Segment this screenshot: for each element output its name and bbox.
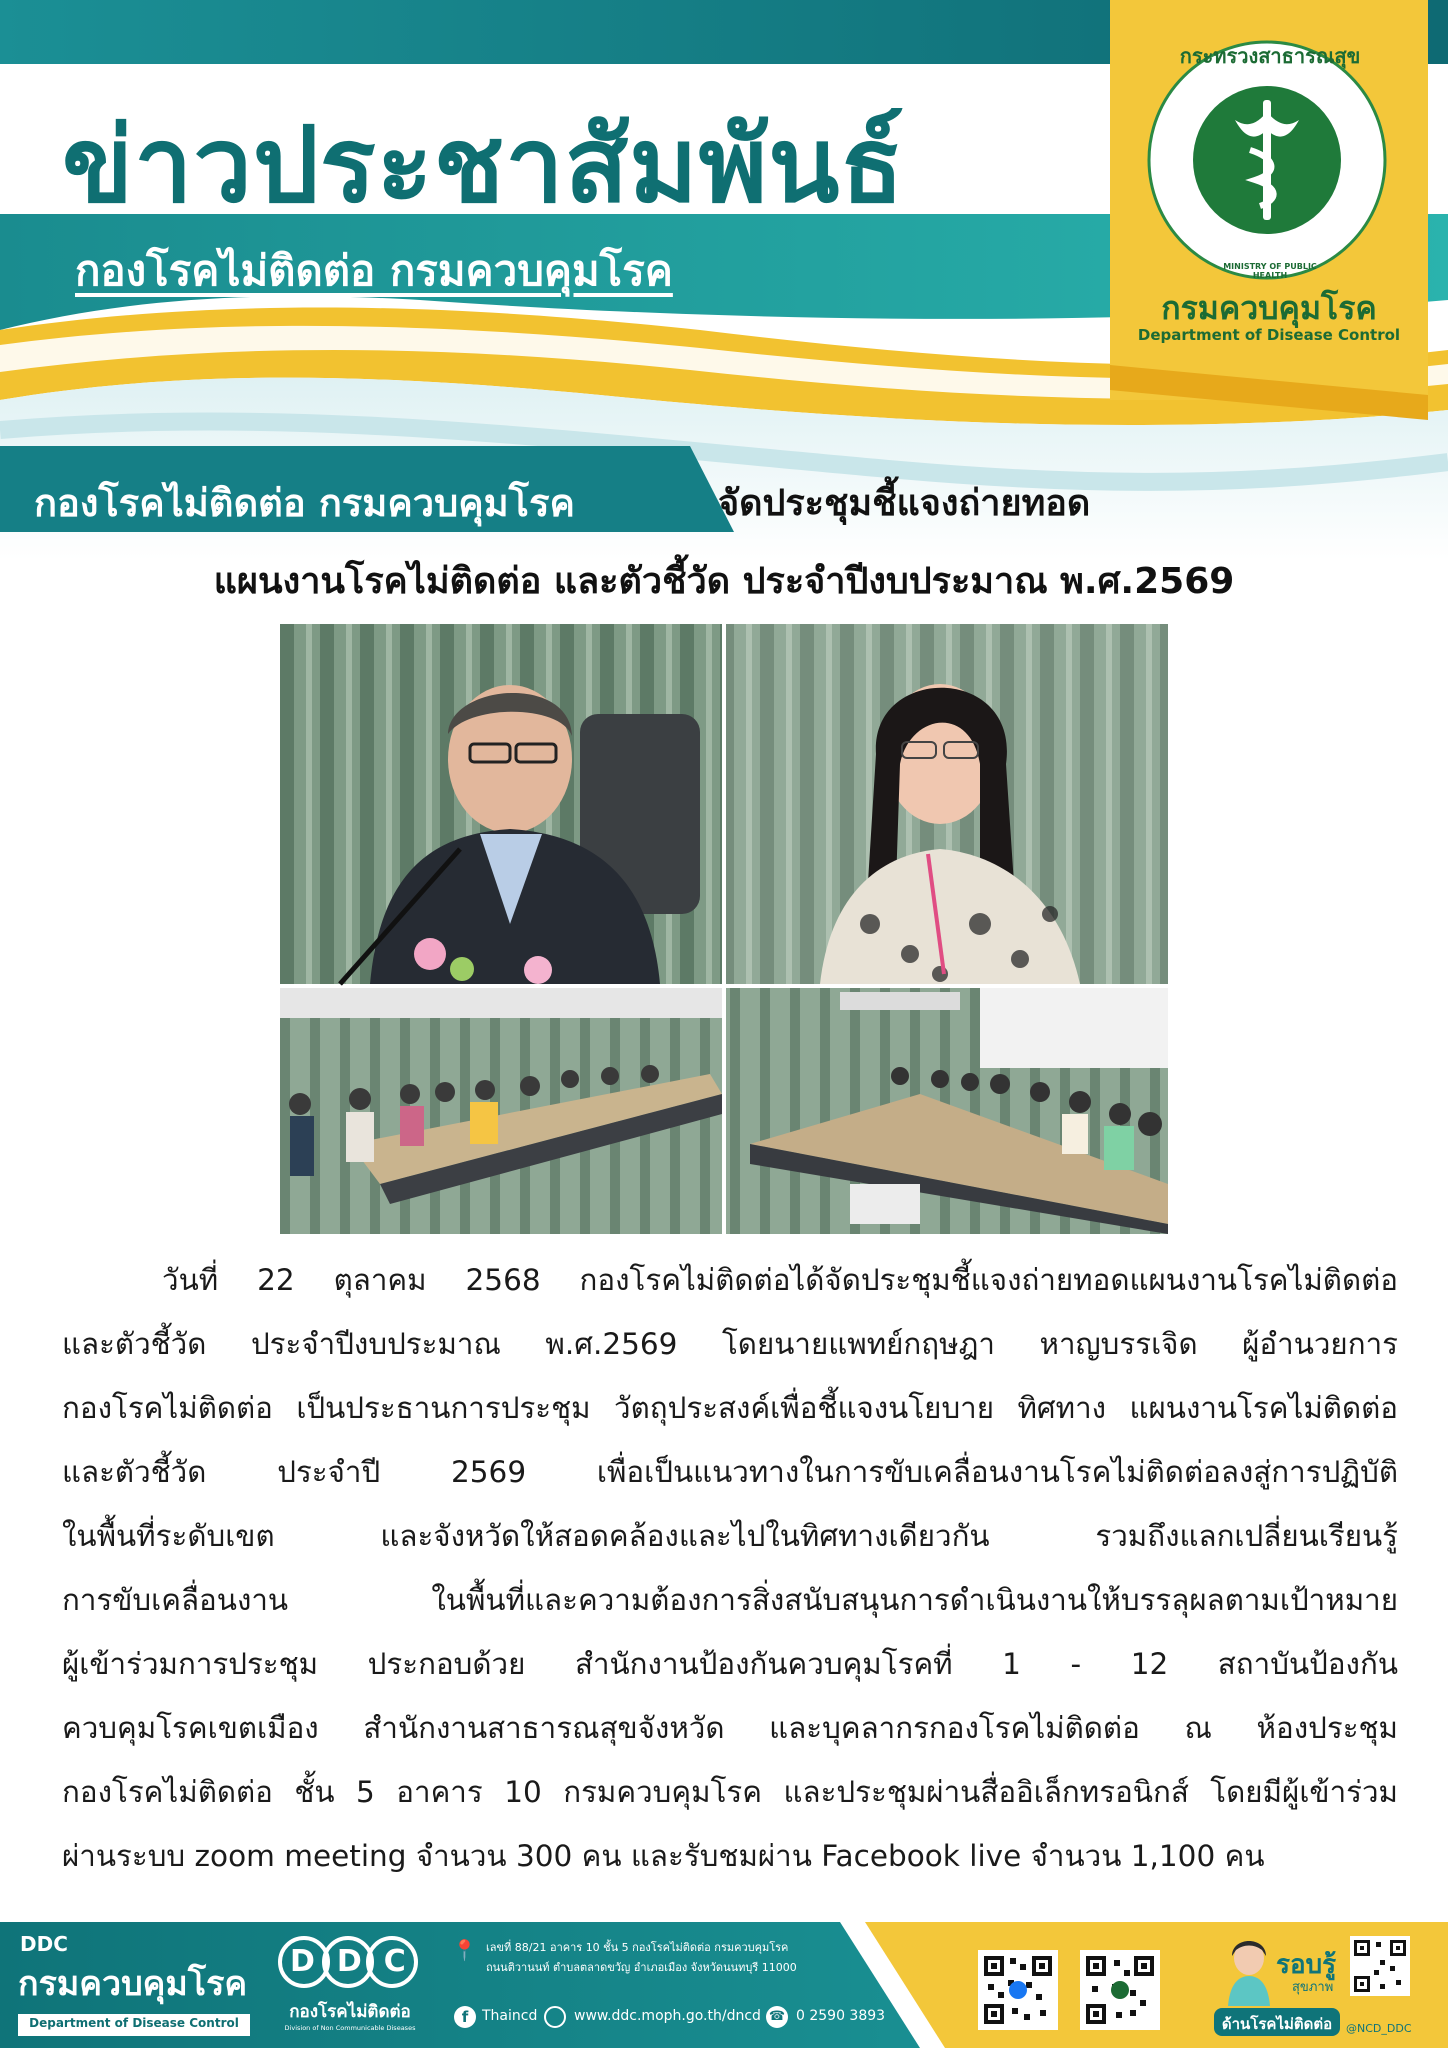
footer-facebook[interactable]: Thaincd <box>482 2008 538 2024</box>
globe-icon <box>544 2006 566 2028</box>
footer-ncd-thai: กองโรคไม่ติดต่อ <box>289 2002 411 2022</box>
body-line: ในพื้นที่ระดับเขต และจังหวัดให้สอดคล้องและไปในทิศทางเดียวกัน รวมถึงแลกเปลี่ยนเรียนรู้ <box>62 1519 1398 1553</box>
page-title: ข่าวประชาสัมพันธ์ <box>62 104 905 226</box>
photo-meeting-room-left <box>280 988 722 1234</box>
body-line: และตัวชี้วัด ประจำปีงบประมาณ พ.ศ.2569 โดยนายแพทย์กฤษฎา หาญบรรเจิด ผู้อำนวยการ <box>62 1327 1398 1361</box>
footer <box>0 1922 1448 2048</box>
campaign-text-2: สุขภาพ <box>1292 1980 1334 1995</box>
location-pin-icon: 📍 <box>452 1938 477 1962</box>
body-line: ผ่านระบบ zoom meeting จำนวน 300 คน และรับชมผ่าน Facebook live จำนวน 1,100 คน <box>62 1839 1265 1873</box>
photo-speaker <box>726 624 1168 984</box>
photo-chairman <box>280 624 722 984</box>
headline-organization-tag: กองโรคไม่ติดต่อ กรมควบคุมโรค <box>34 481 575 525</box>
logo-dept-thai: กรมควบคุมโรค <box>1161 289 1377 327</box>
footer-website[interactable]: www.ddc.moph.go.th/dncd <box>574 2008 761 2024</box>
ncd-logo-letters: DDC <box>290 1944 428 1979</box>
footer-ddc-thai: กรมควบคุมโรค <box>18 1964 248 2004</box>
footer-ncd-english: Division of Non Communicable Diseases <box>284 2024 416 2032</box>
qr-code-facebook[interactable] <box>978 1950 1058 2034</box>
footer-address-line-1: เลขที่ 88/21 อาคาร 10 ชั้น 5 กองโรคไม่ติดต่อ กรมควบคุมโรค <box>486 1941 789 1954</box>
footer-handle[interactable]: @NCD_DDC <box>1346 2022 1412 2035</box>
campaign-mascot-icon <box>1224 1936 1274 2010</box>
body-line: กองโรคไม่ติดต่อ เป็นประธานการประชุม วัตถุประสงค์เพื่อชี้แจงนโยบาย ทิศทาง แผนงานโรคไม่ติดต่อ <box>62 1391 1398 1425</box>
photo-collage <box>280 624 1168 1234</box>
body-line: การขับเคลื่อนงาน ในพื้นที่และความต้องการสิ่งสนับสนุนการดำเนินงานให้บรรลุผลตามเป้าหมาย <box>62 1583 1398 1617</box>
qr-code-line[interactable] <box>1350 1936 1410 2000</box>
logo-dept-english: Department of Disease Control <box>1137 326 1401 344</box>
qr-code-website[interactable] <box>1080 1950 1160 2034</box>
page-subtitle: กองโรคไม่ติดต่อ กรมควบคุมโรค <box>75 246 673 295</box>
footer-ddc-english: Department of Disease Control <box>29 2016 239 2030</box>
news-body <box>62 1248 1398 1888</box>
body-line: ควบคุมโรคเขตเมือง สำนักงานสาธารณสุขจังหวัด และบุคลากรกองโรคไม่ติดต่อ ณ ห้องประชุม <box>62 1711 1398 1745</box>
headline-line-2: แผนงานโรคไม่ติดต่อ และตัวชี้วัด ประจำปีงบประมาณ พ.ศ.2569 <box>213 561 1235 602</box>
logo-ring-text: กระทรวงสาธารณสุข <box>1179 44 1361 68</box>
photo-meeting-room-right <box>726 988 1168 1234</box>
campaign-text-3: ด้านโรคไม่ติดต่อ <box>1221 2015 1333 2033</box>
headline-line-1: จัดประชุมชี้แจงถ่ายทอด <box>718 483 1091 524</box>
facebook-icon: f <box>454 2006 476 2028</box>
body-line: ผู้เข้าร่วมการประชุม ประกอบด้วย สำนักงานป้องกันควบคุมโรคที่ 1 - 12 สถาบันป้องกัน <box>62 1647 1398 1681</box>
body-line: วันที่ 22 ตุลาคม 2568 กองโรคไม่ติดต่อได้จัดประชุมชี้แจงถ่ายทอดแผนงานโรคไม่ติดต่อ <box>162 1263 1398 1297</box>
logo-ring-text-en: MINISTRY OF PUBLIC HEALTH <box>1223 262 1317 280</box>
body-line: กองโรคไม่ติดต่อ ชั้น 5 อาคาร 10 กรมควบคุมโรค และประชุมผ่านสื่ออิเล็กทรอนิกส์ โดยมีผู้เข้าร่วม <box>62 1775 1398 1809</box>
footer-ddc-small: DDC <box>20 1932 68 1956</box>
phone-icon: ☎ <box>766 2006 788 2028</box>
campaign-text-1: รอบรู้ <box>1276 1950 1337 1980</box>
body-line: และตัวชี้วัด ประจำปี 2569 เพื่อเป็นแนวทางในการขับเคลื่อนงานโรคไม่ติดต่อลงสู่การปฏิบัติ <box>62 1455 1398 1489</box>
footer-address-line-2: ถนนติวานนท์ ตำบลตลาดขวัญ อำเภอเมือง จังหวัดนนทบุรี 11000 <box>486 1961 797 1974</box>
footer-phone[interactable]: 0 2590 3893 <box>796 2008 886 2024</box>
